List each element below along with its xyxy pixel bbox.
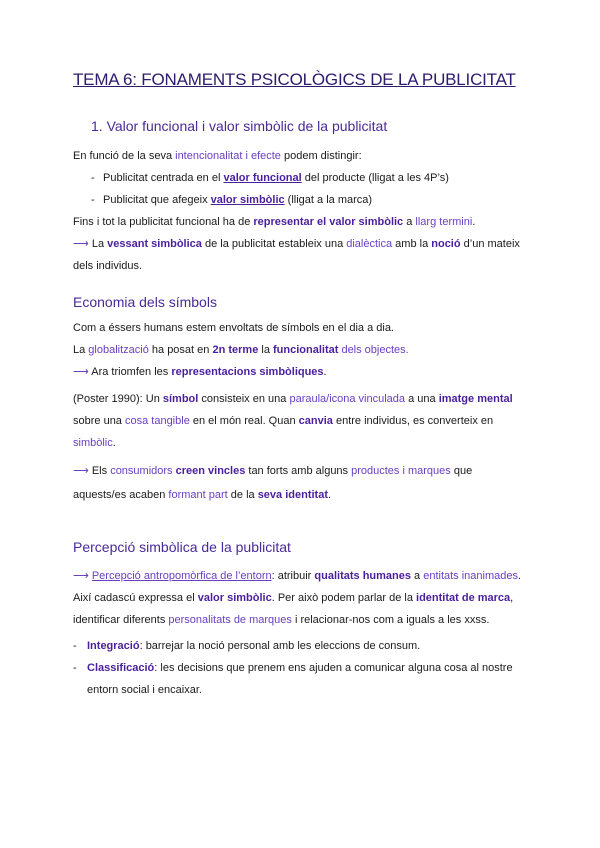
line-antropomorfica: ⟶ Percepció antropomòrfica de l’entorn: atribuir qualitats humanes a entitats inanimades. bbox=[73, 570, 522, 582]
list-item-valor-simbolic: - Publicitat que afegeix valor simbòlic (lligat a la marca) bbox=[91, 194, 373, 206]
poster-line-2: sobre una cosa tangible en el món real. Quan canvia entre individus, es converteix en bbox=[73, 415, 494, 427]
arrow-icon: ⟶ bbox=[73, 366, 89, 378]
line-representacions: ⟶ Ara triomfen les representacions simbòliques. bbox=[73, 366, 327, 378]
poster-line-1: (Poster 1990): Un símbol consisteix en una paraula/icona vinculada a una imatge mental bbox=[73, 393, 513, 405]
section-1-body bbox=[73, 211, 543, 277]
poster-line-3: simbòlic. bbox=[73, 437, 116, 449]
paragraph-continuation: dels individus. bbox=[73, 260, 143, 272]
section-heading-economia: Economia dels símbols bbox=[73, 294, 217, 310]
arrow-icon: ⟶ bbox=[73, 570, 89, 582]
section-3-body bbox=[73, 565, 543, 631]
list-item-valor-funcional: - Publicitat centrada en el valor funcional del producte (lligat a les 4P’s) bbox=[91, 172, 449, 184]
paragraph-representar: Fins i tot la publicitat funcional ha de representar el valor simbòlic a llarg termini. bbox=[73, 216, 476, 228]
paragraph-consumidors bbox=[73, 459, 543, 507]
consumidors-line-2: aquests/es acaben formant part de la seva identitat. bbox=[73, 489, 332, 501]
consumidors-line-1: ⟶ Els consumidors creen vincles tan forts amb alguns productes i marques que bbox=[73, 465, 473, 477]
arrow-icon: ⟶ bbox=[73, 465, 89, 477]
section-2-intro bbox=[73, 317, 543, 383]
section-3-list bbox=[73, 635, 543, 701]
arrow-icon: ⟶ bbox=[73, 238, 89, 250]
line-personalitats: identificar diferents personalitats de marques i relacionar-nos com a iguals a les xxss. bbox=[73, 614, 490, 626]
section-heading-percepcio: Percepció simbòlica de la publicitat bbox=[73, 539, 291, 555]
paragraph-poster bbox=[73, 388, 543, 454]
section-heading-valor-funcional: 1. Valor funcional i valor simbòlic de la publicitat bbox=[91, 118, 388, 134]
line-envoltats: Com a éssers humans estem envoltats de símbols en el dia a dia. bbox=[73, 322, 394, 334]
list-item-classificacio: - Classificació: les decisions que prenem ens ajuden a comunicar alguna cosa al nostre bbox=[73, 662, 513, 674]
line-identitat-marca: Així cadascú expressa el valor simbòlic. Per això podem parlar de la identitat de marca, bbox=[73, 592, 514, 604]
intro-line: En funció de la seva intencionalitat i efecte podem distingir: bbox=[73, 150, 362, 162]
list-item-continuation: entorn social i encaixar. bbox=[87, 684, 202, 696]
list-item-integracio: - Integració: barrejar la noció personal amb les eleccions de consum. bbox=[73, 640, 421, 652]
section-1-intro bbox=[73, 145, 543, 211]
document-title: TEMA 6: FONAMENTS PSICOLÒGICS DE LA PUBLICITAT bbox=[73, 70, 516, 89]
paragraph-vessant-simbolica: ⟶ La vessant simbòlica de la publicitat estableix una dialèctica amb la noció d’un mateix bbox=[73, 238, 520, 250]
line-globalitzacio: La globalització ha posat en 2n terme la funcionalitat dels objectes. bbox=[73, 344, 409, 356]
